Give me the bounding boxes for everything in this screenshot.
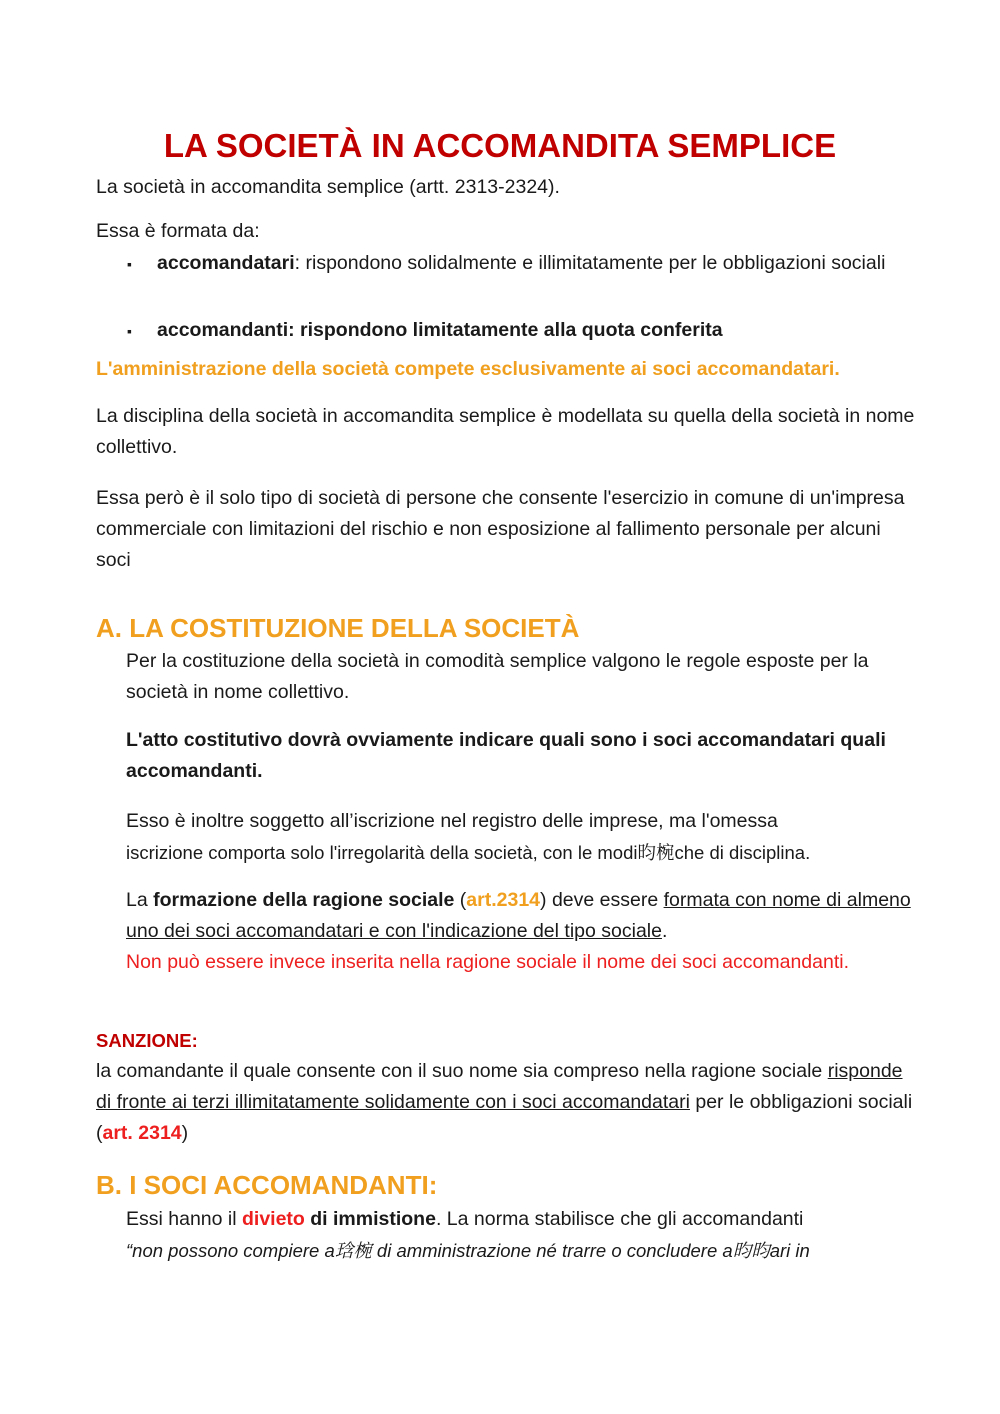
administration-note: L'amministrazione della società compete esclusivamente ai soci accomandatari. [96, 358, 840, 380]
section-a-paragraph-4 [126, 885, 916, 978]
red-note: Non può essere invece inserita nella ragione sociale il nome dei soci accomandanti. [126, 951, 849, 973]
paragraph-line: Esso è inoltre soggetto all’iscrizione nel registro delle imprese, ma l'omessa [126, 810, 778, 832]
article-reference: art. 2314 [102, 1122, 182, 1144]
section-a-paragraph-1: Per la costituzione della società in comodità semplice valgono le regole esposte per la società in nome collettivo. [126, 650, 869, 703]
section-a-paragraph-2: L'atto costitutivo dovrà ovviamente indicare quali sono i soci accomandatari quali accomandanti. [126, 729, 886, 782]
list-item-term: accomandatari [157, 252, 295, 274]
text-run: ) deve essere [540, 889, 664, 911]
text-run: La [126, 889, 154, 911]
section-b-paragraph [126, 1204, 916, 1266]
text-run: Essi hanno il [126, 1208, 242, 1230]
list-item [96, 315, 916, 346]
article-reference: art.2314 [466, 889, 541, 911]
underlined-text: risponde di fronte ai terzi illimitatamente solidamente con i soci accomandatari [96, 1060, 903, 1113]
list-item-text [157, 248, 907, 279]
list-item [96, 248, 916, 310]
paragraph-line [126, 1204, 916, 1235]
paragraph-line: “non possono compiere a琀椀 di amministrazione né trarre o concludere a昀昀ari in [126, 1240, 810, 1261]
text-run: ( [454, 889, 467, 911]
text-run: per le obbligazioni sociali ( [96, 1091, 913, 1144]
list-item-description: : rispondono solidalmente e illimitatamente per le obbligazioni sociali [294, 252, 886, 274]
sanction-label: SANZIONE: [96, 1030, 198, 1051]
bullet-icon: ▪ [127, 323, 132, 339]
bullet-icon: ▪ [127, 256, 132, 272]
text-run: la comandante il quale consente con il suo nome sia compreso nella ragione sociale [96, 1060, 828, 1082]
text-run: . [661, 920, 668, 942]
sanction-text [96, 1056, 916, 1149]
section-b-heading: B. I SOCI ACCOMANDANTI: [96, 1170, 438, 1200]
bold-red-term: divieto [241, 1208, 305, 1230]
underlined-text: formata con nome di almeno uno dei soci accomandatari e con l'indicazione del tipo sociale [126, 889, 911, 942]
list-item-term: accomandanti: rispondono limitatamente alla quota conferita [157, 319, 723, 341]
bold-term: formazione della ragione sociale [153, 889, 455, 911]
document-title: LA SOCIETÀ IN ACCOMANDITA SEMPLICE [163, 127, 837, 164]
formed-by-paragraph: Essa è formata da: [96, 220, 260, 242]
section-a-heading: A. LA COSTITUZIONE DELLA SOCIETÀ [96, 613, 580, 643]
bold-term: di immistione [304, 1208, 436, 1230]
text-run: . La norma stabilisce che gli accomandanti [435, 1208, 804, 1230]
list-item-text [157, 315, 907, 346]
text-run: ) [181, 1122, 189, 1144]
section-a-paragraph-3 [126, 806, 916, 868]
unique-type-paragraph: Essa però è il solo tipo di società di persone che consente l'esercizio in comune di un'impresa commerciale con limitazioni del rischio e non esposizione al fallimento personale per alcuni soci [96, 487, 905, 571]
intro-paragraph: La società in accomandita semplice (artt. 2313-2324). [96, 176, 560, 198]
discipline-paragraph: La disciplina della società in accomandita semplice è modellata su quella della società in nome collettivo. [96, 405, 915, 458]
paragraph-line: iscrizione comporta solo l'irregolarità della società, con le modi昀椀che di disciplina. [126, 842, 811, 863]
